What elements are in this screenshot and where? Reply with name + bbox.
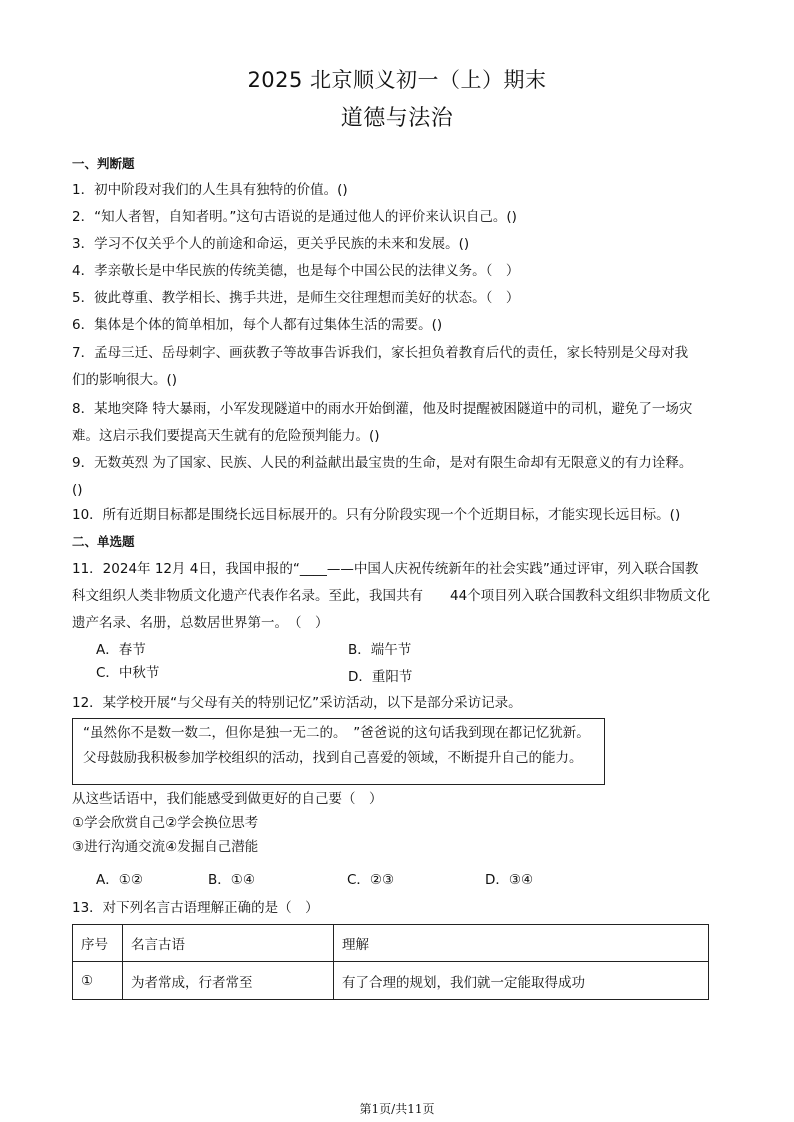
judgment-line: 7．孟母三迁、岳母刺字、画荻教子等故事告诉我们，家长担负着教育后代的责任，家长特别是父母对我 bbox=[72, 345, 689, 361]
judgment-line: 3．学习不仅关乎个人的前途和命运，更关乎民族的未来和发展。() bbox=[72, 236, 470, 252]
q11-stem-line: 11．2024年 12月 4日，我国申报的“____——中国人庆祝传统新年的社会实践”通过评审，列入联合国教 bbox=[72, 561, 699, 577]
cell-quote: 为者常成，行者常至 bbox=[123, 962, 334, 1000]
judgment-line: 10．所有近期目标都是围绕长远目标展开的。只有分阶段实现一个个近期目标，才能实现长远目标。() bbox=[72, 507, 681, 523]
judgment-line: 4．孝亲敬长是中华民族的传统美德，也是每个中国公民的法律义务。（ ） bbox=[72, 263, 520, 279]
q12-option-c: C．②③ bbox=[347, 872, 395, 888]
q11-stem-line: 遗产名录、名册，总数居世界第一。 （ ） bbox=[72, 615, 329, 631]
judgment-line: 5．彼此尊重、教学相长、携手共进，是师生交往理想而美好的状态。（ ） bbox=[72, 290, 520, 306]
cell-meaning: 有了合理的规划，我们就一定能取得成功 bbox=[334, 962, 709, 1000]
page-number: 第1页/共11页 bbox=[359, 1102, 435, 1116]
header-cell-index: 序号 bbox=[73, 925, 123, 962]
header-cell-quote: 名言古语 bbox=[123, 925, 334, 962]
exam-title: 2025 北京顺义初一（上）期末 bbox=[247, 68, 547, 92]
judgment-line: 2．“知人者智，自知者明。”这句古语说的是通过他人的评价来认识自己。() bbox=[72, 209, 517, 225]
judgment-line: () bbox=[72, 482, 83, 498]
cell-index: ① bbox=[73, 962, 123, 1000]
q13-table bbox=[72, 924, 709, 1000]
section-heading-judgment: 一、判断题 bbox=[72, 156, 135, 171]
q11-option-b: B．端午节 bbox=[348, 642, 412, 658]
judgment-line: 们的影响很大。() bbox=[72, 372, 178, 388]
judgment-line: 9．无数英烈 为了国家、民族、人民的利益献出最宝贵的生命，是对有限生命却有无限意义的有力诠释。 bbox=[72, 455, 693, 471]
table-row bbox=[73, 962, 709, 1000]
q11-option-a: A．春节 bbox=[96, 642, 146, 658]
judgment-line: 1．初中阶段对我们的人生具有独特的价值。() bbox=[72, 182, 348, 198]
judgment-line: 6．集体是个体的简单相加，每个人都有过集体生活的需要。() bbox=[72, 317, 443, 333]
q11-option-c: C．中秋节 bbox=[96, 665, 160, 681]
q12-quote-box bbox=[72, 718, 605, 785]
q12-option-b: B．①④ bbox=[208, 872, 255, 888]
quote-line: 父母鼓励我积极参加学校组织的活动，找到自己喜爱的领域，不断提升自己的能力。 bbox=[83, 750, 583, 766]
q12-question: 从这些话语中，我们能感受到做更好的自己要（ ） bbox=[72, 791, 383, 807]
judgment-line: 难。这启示我们要提高天生就有的危险预判能力。() bbox=[72, 428, 380, 444]
q12-stem: 12．某学校开展“与父母有关的特别记忆”采访活动，以下是部分采访记录。 bbox=[72, 695, 522, 711]
q12-option-a: A．①② bbox=[96, 872, 143, 888]
header-cell-meaning: 理解 bbox=[334, 925, 709, 962]
q11-option-d: D．重阳节 bbox=[348, 669, 413, 685]
q13-stem: 13．对下列名言古语理解正确的是（ ） bbox=[72, 900, 319, 916]
judgment-line: 8．某地突降 特大暴雨，小军发现隧道中的雨水开始倒灌，他及时提醒被困隧道中的司机，避免了一场灾 bbox=[72, 401, 693, 417]
q12-option-d: D．③④ bbox=[485, 872, 534, 888]
quote-line: “虽然你不是数一数二，但你是独一无二的。 ”爸爸说的这句话我到现在都记忆犹新。 bbox=[83, 725, 590, 741]
q12-item-line: ③进行沟通交流④发掘自己潜能 bbox=[72, 839, 259, 855]
section-heading-single-choice: 二、单选题 bbox=[72, 534, 135, 549]
table-header-row bbox=[73, 925, 709, 962]
subject-title: 道德与法治 bbox=[340, 106, 454, 131]
q11-stem-line: 科文组织人类非物质文化遗产代表作名录。至此，我国共有 44个项目列入联合国教科文组织非物质文化 bbox=[72, 588, 711, 604]
q12-item-line: ①学会欣赏自己②学会换位思考 bbox=[72, 815, 259, 831]
